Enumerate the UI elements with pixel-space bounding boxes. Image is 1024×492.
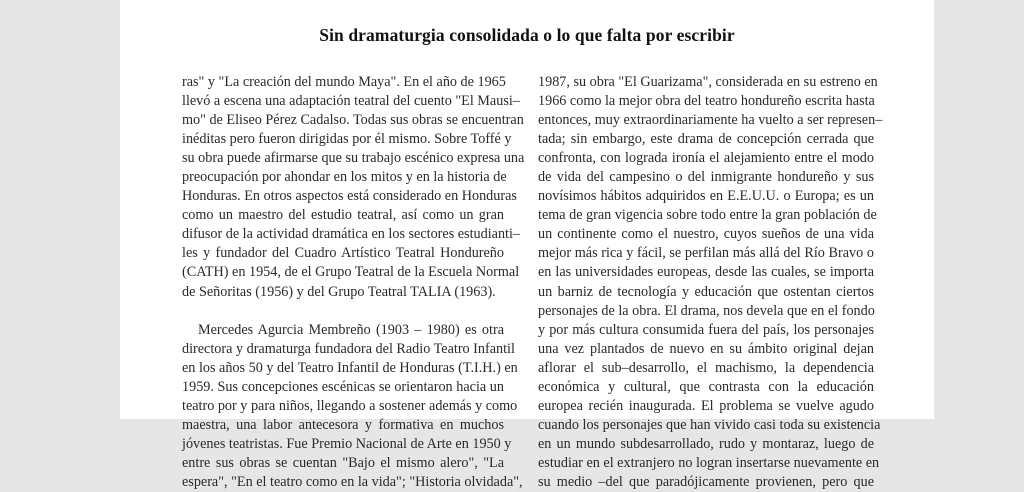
text-line: llevó a escena una adaptación teatral del cuento "El Mausi– <box>182 93 520 110</box>
text-line: 1987, su obra "El Guarizama", considerada en su estreno en <box>538 74 878 90</box>
text-line: 1959. Sus concepciones escénicas se orientaron hacia un <box>182 378 504 395</box>
text-line: un barniz de tecnología y educación que ostentan ciertos <box>538 283 874 300</box>
text-line: de vida del campesino o del inmigrante hondureño y sus <box>538 169 874 186</box>
text-line: (CATH) en 1954, de el Grupo Teatral de la Escuela Normal <box>182 264 520 281</box>
text-line: económica y cultural, que contrasta con la educación <box>538 378 874 395</box>
text-line: novísimos hábitos adquiridos en E.E.U.U. o Europa; es un <box>538 188 874 205</box>
text-line: personajes de la obra. El drama, nos devela que en el fondo <box>538 302 875 319</box>
text-line: preocupación por ahondar en los mitos y en la historia de <box>182 169 507 186</box>
text-line: entonces, muy extraordinariamente ha vuelto a ser represen– <box>538 112 883 129</box>
document-page <box>120 0 934 490</box>
text-line: en los años 50 y del Teatro Infantil de Honduras (T.I.H.) en <box>182 359 518 376</box>
text-line: directora y dramaturga fundadora del Radio Teatro Infantil <box>182 340 515 357</box>
text-line: Honduras. En otros aspectos está considerado en Honduras <box>182 188 517 205</box>
text-line: inéditas pero fueron dirigidas por él mismo. Sobre Toffé y <box>182 131 512 148</box>
text-line: difusor de la actividad dramática en los sectores estudianti– <box>182 226 521 243</box>
text-line: 1966 como la mejor obra del teatro hondureño escrita hasta <box>538 93 875 110</box>
paragraph-gap <box>182 302 504 321</box>
text-line: espera", "En el teatro como en la vida"; "Historia olvidada", <box>182 473 523 490</box>
text-line: una vez plantados de nuevo en su ámbito original dejan <box>538 340 874 357</box>
paragraph-agurcia <box>182 321 523 492</box>
text-line: ras" y "La creación del mundo Maya". En el año de 1965 <box>182 74 506 90</box>
text-line: entre sus obras se cuentan "Bajo el mismo alero", "La <box>182 454 504 471</box>
text-line: mejor más rica y fácil, se perfilan más allá del Río Bravo o <box>538 245 874 262</box>
text-line: y por más cultura consumida fuera del país, los personajes <box>538 321 874 338</box>
text-line: confronta, con lograda ironía el alejamiento entre el modo <box>538 150 874 167</box>
text-line: su medio –del que paradójicamente provienen, pero que <box>538 473 874 490</box>
text-line: tada; sin embargo, este drama de concepción cerrada que <box>538 131 874 148</box>
paragraph-toffe <box>182 73 525 302</box>
text-line: estudiar en el extranjero no logran insertarse nuevamente en <box>538 454 880 471</box>
text-line: europea recién inaugurada. El problema se vuelve agudo <box>538 397 874 414</box>
text-line: teatro por y para niños, llegando a sostener además y como <box>182 397 518 414</box>
right-column <box>538 73 883 492</box>
text-line: en un mundo subdesarrollado, rudo y montaraz, luego de <box>538 435 874 452</box>
page-title: Sin dramaturgia consolidada o lo que falta por escribir <box>319 25 735 45</box>
text-line: su obra puede afirmarse que su trabajo escénico expresa una <box>182 150 525 167</box>
text-line: de Señoritas (1956) y del Grupo Teatral TALIA (1963). <box>182 283 496 300</box>
text-line: como un maestro del estudio teatral, así como un gran <box>182 207 504 224</box>
text-line: Mercedes Agurcia Membreño (1903 – 1980) es otra <box>198 321 504 338</box>
text-line: maestra, una labor antecesora y formativa en muchos <box>182 416 504 433</box>
text-line: jóvenes teatristas. Fue Premio Nacional de Arte en 1950 y <box>182 435 512 452</box>
text-line: en las universidades europeas, desde las cuales, se importa <box>538 264 874 281</box>
text-line: aflorar el sub–desarrollo, el machismo, la dependencia <box>538 359 874 376</box>
text-line: les y fundador del Cuadro Artístico Teatral Hondureño <box>182 245 504 262</box>
left-column <box>182 73 525 492</box>
text-line: un continente como el nuestro, cuyos sueños de una vida <box>538 226 874 243</box>
text-line: cuando los personajes que han vivido casi toda su existencia <box>538 416 881 433</box>
paragraph-guarizama <box>538 73 883 492</box>
text-line: mo" de Eliseo Pérez Cadalso. Todas sus obras se encuentran <box>182 112 524 129</box>
text-line: tema de gran vigencia sobre todo entre la gran población de <box>538 207 877 224</box>
